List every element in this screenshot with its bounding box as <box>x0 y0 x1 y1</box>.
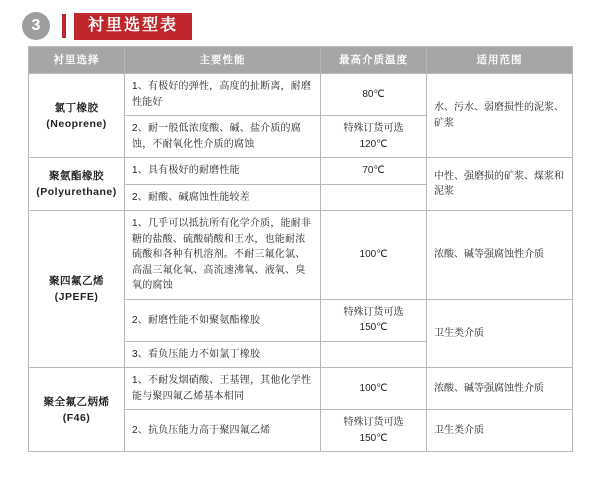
cell-max-temperature <box>321 184 427 211</box>
cell-application-scope: 中性、强磨损的矿浆、煤浆和泥浆 <box>427 158 573 211</box>
page-title: 衬里选型表 <box>74 13 192 40</box>
cell-performance: 2、耐一般低浓度酸、碱、盐介质的腐蚀，不耐氧化性介质的腐蚀 <box>125 116 321 158</box>
cell-application-scope: 水、污水、弱磨损性的泥浆、矿浆 <box>427 74 573 158</box>
title-wrap <box>62 13 192 40</box>
cell-max-temperature: 100℃ <box>321 368 427 410</box>
cell-max-temperature: 特殊订货可选 120℃ <box>321 116 427 158</box>
cell-performance: 2、耐磨性能不如聚氨酯橡胶 <box>125 299 321 341</box>
cell-lining-material: 氯丁橡胶 (Neoprene) <box>29 74 125 158</box>
cell-max-temperature: 特殊订货可选 150℃ <box>321 299 427 341</box>
section-header <box>0 0 600 42</box>
cell-application-scope: 浓酸、碱等强腐蚀性介质 <box>427 368 573 410</box>
table-row <box>29 368 573 410</box>
table-wrap <box>0 42 600 452</box>
table-header-row <box>29 47 573 74</box>
cell-application-scope: 浓酸、碱等强腐蚀性介质 <box>427 211 573 300</box>
cell-max-temperature: 70℃ <box>321 158 427 185</box>
cell-lining-material: 聚四氟乙烯 (JPEFE) <box>29 211 125 368</box>
cell-application-scope: 卫生类介质 <box>427 299 573 368</box>
title-accent-bar <box>62 14 66 38</box>
cell-performance: 1、有极好的弹性，高度的扯断离，耐磨性能好 <box>125 74 321 116</box>
table-row <box>29 158 573 185</box>
table-row <box>29 74 573 116</box>
column-header-lining: 衬里选择 <box>29 47 125 74</box>
cell-performance: 1、具有极好的耐磨性能 <box>125 158 321 185</box>
table-head <box>29 47 573 74</box>
cell-performance: 2、耐酸、碱腐蚀性能较差 <box>125 184 321 211</box>
table-row <box>29 211 573 300</box>
cell-performance: 2、抗负压能力高于聚四氟乙烯 <box>125 410 321 452</box>
cell-max-temperature: 100℃ <box>321 211 427 300</box>
cell-lining-material: 聚氨酯橡胶 (Polyurethane) <box>29 158 125 211</box>
table-body <box>29 74 573 452</box>
cell-max-temperature <box>321 341 427 368</box>
column-header-scope: 适用范围 <box>427 47 573 74</box>
cell-max-temperature: 80℃ <box>321 74 427 116</box>
lining-selection-table <box>28 46 573 452</box>
column-header-max-temp: 最高介质温度 <box>321 47 427 74</box>
column-header-performance: 主要性能 <box>125 47 321 74</box>
cell-performance: 3、看负压能力不如氯丁橡胶 <box>125 341 321 368</box>
cell-performance: 1、几乎可以抵抗所有化学介质，能耐非糖的盐酸、硫酸硝酸和王水，也能耐浓硫酸和各种有机溶剂。不耐三氟化氯、高温三氟化氧、高流速沸氧、液氧、臭氧的腐蚀 <box>125 211 321 300</box>
cell-lining-material: 聚全氟乙炳烯 (F46) <box>29 368 125 452</box>
section-number-badge: 3 <box>22 12 50 40</box>
cell-application-scope: 卫生类介质 <box>427 410 573 452</box>
cell-performance: 1、不耐发烟硝酸、王基锂，其他化学性能与聚四氟乙烯基本相同 <box>125 368 321 410</box>
cell-max-temperature: 特殊订货可选 150℃ <box>321 410 427 452</box>
